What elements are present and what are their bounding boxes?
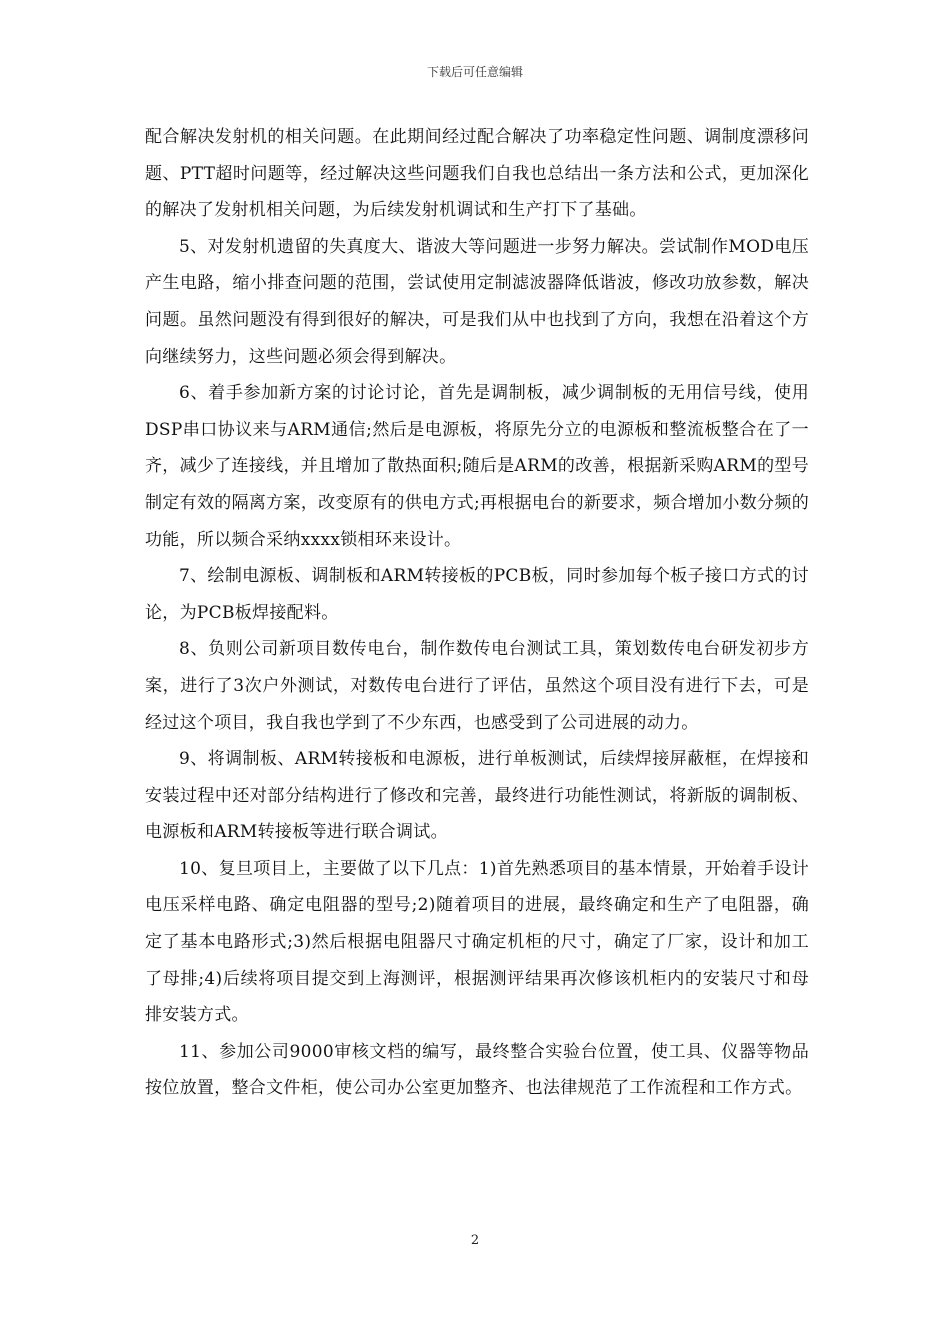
paragraph-item-6: 6、着手参加新方案的讨论讨论，首先是调制板，减少调制板的无用信号线，使用DSP串口协议来与ARM通信;然后是电源板，将原先分立的电源板和整流板整合在了一齐，减少了连接线，并且增加了散热面积;随后是ARM的改善，根据新采购ARM的型号制定有效的隔离方案，改变原有的供电方式;再根据电台的新要求，频合增加小数分频的功能，所以频合采纳xxxx锁相环来设计。 — [145, 383, 809, 550]
paragraph-item-8: 8、负则公司新项目数传电台，制作数传电台测试工具，策划数传电台研发初步方案，进行了3次户外测试，对数传电台进行了评估，虽然这个项目没有进行下去，可是经过这个项目，我自我也学到了不少东西，也感受到了公司进展的动力。 — [145, 639, 809, 733]
document-body — [145, 119, 809, 1107]
paragraph-item-7: 7、绘制电源板、调制板和ARM转接板的PCB板，同时参加每个板子接口方式的讨论，为PCB板焊接配料。 — [145, 566, 809, 623]
paragraph-item-9: 9、将调制板、ARM转接板和电源板，进行单板测试，后续焊接屏蔽框，在焊接和安装过程中还对部分结构进行了修改和完善，最终进行功能性测试，将新版的调制板、电源板和ARM转接板等进行联合调试。 — [145, 749, 809, 843]
page-number: 2 — [470, 1233, 480, 1248]
paragraph-item-10: 10、复旦项目上，主要做了以下几点：1)首先熟悉项目的基本情景，开始着手设计电压采样电路、确定电阻器的型号;2)随着项目的进展，最终确定和生产了电阻器，确定了基本电路形式;3)然后根据电阻器尺寸确定机柜的尺寸，确定了厂家，设计和加工了母排;4)后续将项目提交到上海测评，根据测评结果再次修该机柜内的安装尺寸和母排安装方式。 — [145, 858, 809, 1026]
paragraph-item-5: 5、对发射机遗留的失真度大、谐波大等问题进一步努力解决。尝试制作MOD电压产生电路，缩小排查问题的范围，尝试使用定制滤波器降低谐波，修改功放参数，解决问题。虽然问题没有得到很好的解决，可是我们从中也找到了方向，我想在沿着这个方向继续努力，这些问题必须会得到解决。 — [145, 236, 809, 367]
paragraph-item-11: 11、参加公司9000审核文档的编写，最终整合实验台位置，使工具、仪器等物品按位放置，整合文件柜，使公司办公室更加整齐、也法律规范了工作流程和工作方式。 — [145, 1041, 809, 1099]
page-header: 下载后可任意编辑 — [426, 65, 523, 79]
paragraph-continuation: 配合解决发射机的相关问题。在此期间经过配合解决了功率稳定性问题、调制度漂移问题、PTT超时问题等，经过解决这些问题我们自我也总结出一条方法和公式，更加深化的解决了发射机相关问题，为后续发射机调试和生产打下了基础。 — [145, 127, 809, 221]
